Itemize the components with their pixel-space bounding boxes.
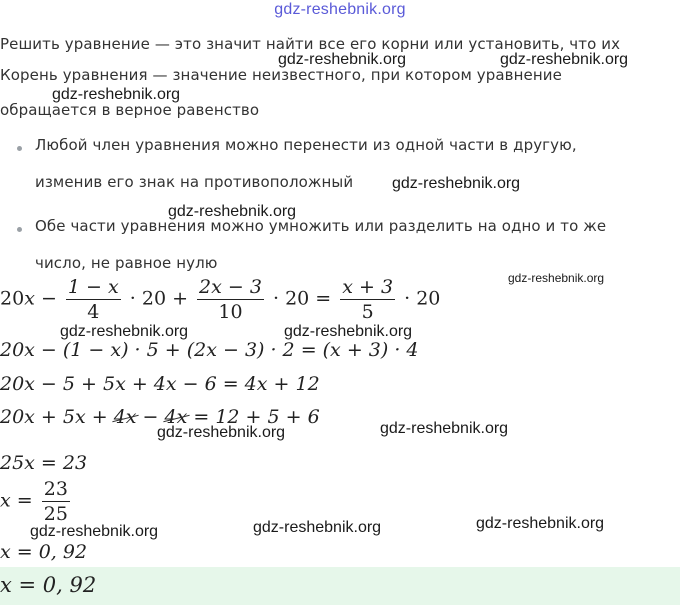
fraction: $\frac{2x - 3}{10}$ xyxy=(199,276,262,323)
final-answer: x = 0, 92 xyxy=(0,573,97,597)
rule-1-line-2: изменив его знак на противоположный xyxy=(35,173,354,191)
watermark: gdz-reshebnik.org xyxy=(253,519,382,536)
rule-1-line-1: Любой член уравнения можно перенести из одной части в другую, xyxy=(35,136,577,154)
fraction: $\frac{23}{25}$ xyxy=(43,478,68,525)
equation-2: 20x − (1 − x) · 5 + (2x − 3) · 2 = (x + 3) · 4 xyxy=(0,339,419,361)
watermark: gdz-reshebnik.org xyxy=(476,515,605,532)
rule-2-line-2: число, не равное нулю xyxy=(35,254,218,272)
watermark: gdz-reshebnik.org xyxy=(278,51,407,68)
watermark: gdz-reshebnik.org xyxy=(508,271,605,285)
fraction: $\frac{x + 3}{5}$ xyxy=(342,276,394,323)
watermark: gdz-reshebnik.org xyxy=(52,86,181,103)
bullet-dot xyxy=(17,227,22,232)
equation-1: 20x − $\frac{1 - x}{4}$ · 20 + $\frac{2x - 3}{10}$ · 20 = $\frac{x + 3}{5}$ · 20 xyxy=(0,276,441,323)
watermark: gdz-reshebnik.org xyxy=(30,523,159,540)
definition-root-continuation: обращается в верное равенство xyxy=(0,101,260,119)
top-watermark: gdz-reshebnik.org xyxy=(274,1,406,18)
bullet-dot xyxy=(17,146,22,151)
rule-2-line-1: Обе части уравнения можно умножить или разделить на одно и то же xyxy=(35,217,607,235)
equation-7: x = 0, 92 xyxy=(0,541,88,563)
cancelled-term: 4x xyxy=(164,406,188,428)
definition-solve-equation: Решить уравнение — это значит найти все его корни или установить, что их xyxy=(0,35,621,53)
fraction: $\frac{1 - x}{4}$ xyxy=(67,276,119,323)
watermark: gdz-reshebnik.org xyxy=(284,323,413,340)
watermark: gdz-reshebnik.org xyxy=(157,424,286,441)
watermark: gdz-reshebnik.org xyxy=(168,203,297,220)
watermark: gdz-reshebnik.org xyxy=(500,51,629,68)
watermark: gdz-reshebnik.org xyxy=(380,420,509,437)
definition-root: Корень уравнения — значение неизвестного, при котором уравнение xyxy=(0,66,562,84)
watermark: gdz-reshebnik.org xyxy=(392,175,521,192)
cancelled-term: 4x xyxy=(113,406,137,428)
equation-6: x = $\frac{23}{25}$ xyxy=(0,478,68,525)
answer-box xyxy=(0,567,680,605)
equation-3: 20x − 5 + 5x + 4x − 6 = 4x + 12 xyxy=(0,373,320,395)
equation-5: 25x = 23 xyxy=(0,452,88,474)
equation-4: 20x + 5x + 4x − 4x = 12 + 5 + 6 xyxy=(0,406,320,428)
watermark: gdz-reshebnik.org xyxy=(60,323,189,340)
